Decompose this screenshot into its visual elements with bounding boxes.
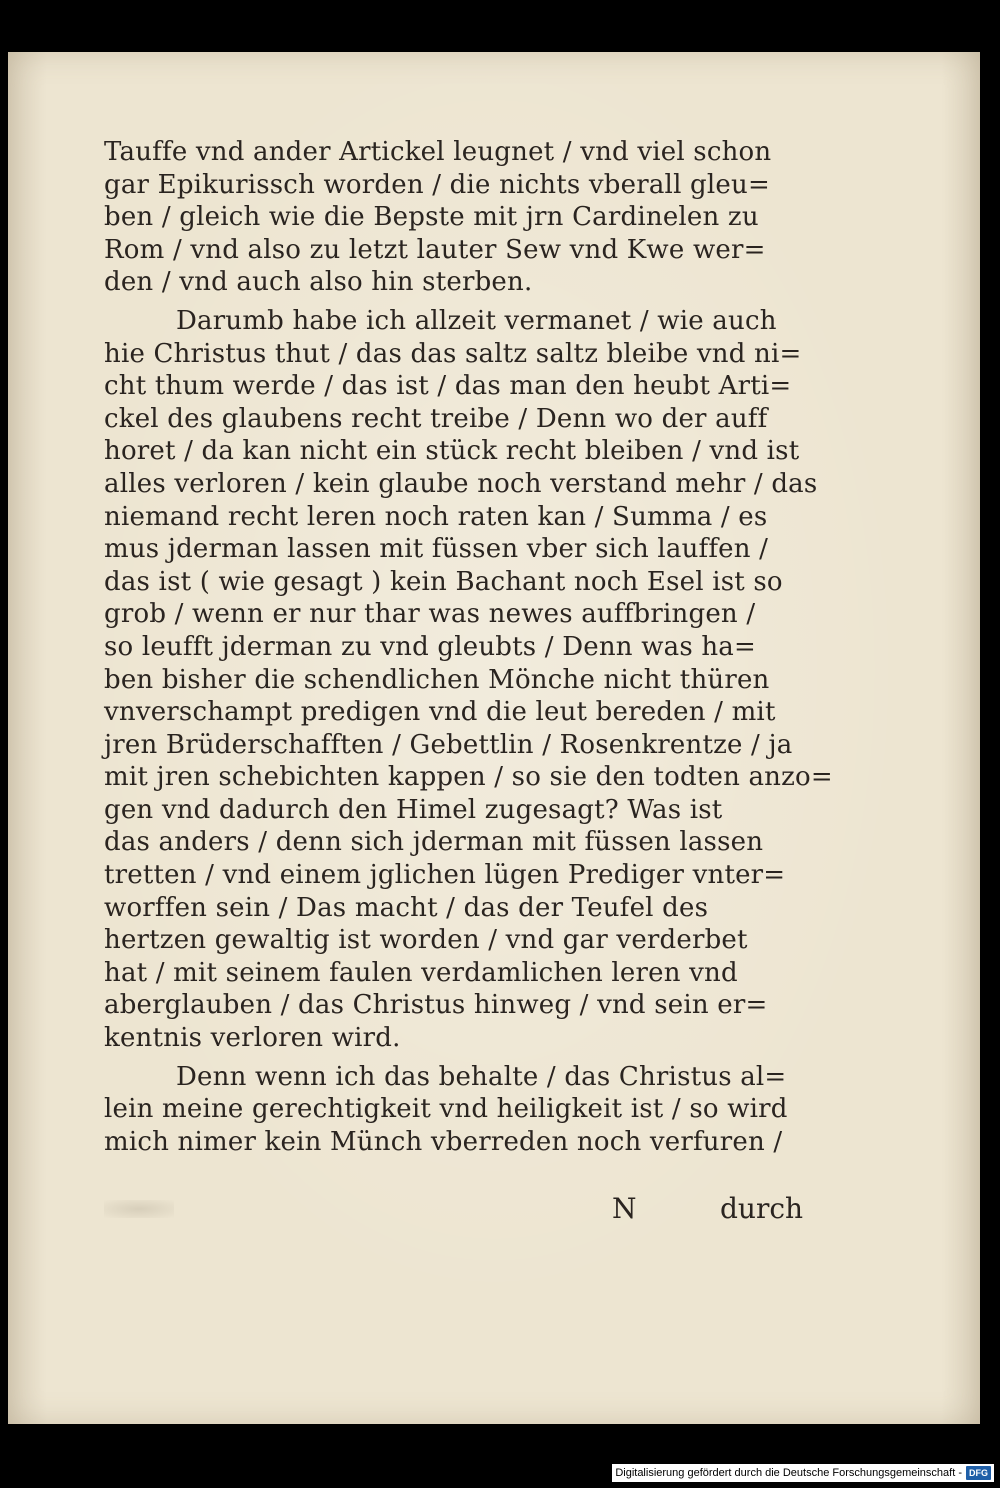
text-line: das ist ( wie gesagt ) kein Bachant noch Esel ist so bbox=[104, 566, 783, 597]
text-line: niemand recht leren noch raten kan / Summa / es bbox=[104, 501, 768, 532]
dfg-logo: DFG bbox=[966, 1466, 991, 1480]
text-line: lein meine gerechtigkeit vnd heiligkeit ist / so wird bbox=[104, 1094, 788, 1125]
text-line: vnverschampt predigen vnd die leut bereden / mit bbox=[104, 697, 776, 728]
text-line: cht thum werde / das ist / das man den heubt Arti= bbox=[104, 371, 792, 402]
catchword: durch bbox=[720, 1192, 804, 1225]
text-line: hertzen gewaltig ist worden / vnd gar verderbet bbox=[104, 925, 748, 956]
text-line: horet / da kan nicht ein stück recht bleiben / vnd ist bbox=[104, 436, 800, 467]
book-page bbox=[8, 52, 980, 1424]
text-line: hat / mit seinem faulen verdamlichen leren vnd bbox=[104, 957, 738, 988]
text-line: mus jderman lassen mit füssen vber sich lauffen / bbox=[104, 534, 769, 565]
text-line: grob / wenn er nur thar was newes auffbringen / bbox=[104, 599, 756, 630]
body-text bbox=[104, 136, 833, 1158]
text-line: kentnis verloren wird. bbox=[104, 1023, 401, 1054]
text-line: ben / gleich wie die Bepste mit jrn Cardinelen zu bbox=[104, 202, 759, 233]
text-line: das anders / denn sich jderman mit füssen lassen bbox=[104, 827, 764, 858]
text-line: jren Brüderschafften / Gebettlin / Rosenkrentze / ja bbox=[104, 729, 793, 760]
text-line: mich nimer kein Münch vberreden noch verfuren / bbox=[104, 1126, 783, 1157]
text-line: tretten / vnd einem jglichen lügen Prediger vnter= bbox=[104, 860, 786, 891]
signature-mark: N bbox=[612, 1192, 637, 1225]
text-line: alles verloren / kein glaube noch verstand mehr / das bbox=[104, 468, 818, 499]
text-line: den / vnd auch also hin sterben. bbox=[104, 267, 533, 298]
text-line: ckel des glaubens recht treibe / Denn wo der auff bbox=[104, 403, 768, 434]
text-line: hie Christus thut / das das saltz saltz bleibe vnd ni= bbox=[104, 338, 802, 369]
funding-credit bbox=[612, 1464, 994, 1482]
text-line: gen vnd dadurch den Himel zugesagt? Was ist bbox=[104, 794, 723, 825]
text-line: Denn wenn ich das behalte / das Christus al= bbox=[176, 1061, 787, 1092]
ink-smudge bbox=[104, 1200, 174, 1218]
text-line: Darumb habe ich allzeit vermanet / wie auch bbox=[176, 305, 777, 336]
credit-text: Digitalisierung gefördert durch die Deutsche Forschungsgemeinschaft - bbox=[615, 1467, 962, 1479]
text-line: ben bisher die schendlichen Mönche nicht thüren bbox=[104, 664, 770, 695]
text-line: mit jren schebichten kappen / so sie den todten anzo= bbox=[104, 762, 833, 793]
text-line: gar Epikurissch worden / die nichts vberall gleu= bbox=[104, 169, 770, 200]
text-line: worffen sein / Das macht / das der Teufel des bbox=[104, 892, 709, 923]
text-line: so leufft jderman zu vnd gleubts / Denn was ha= bbox=[104, 631, 756, 662]
text-line: Rom / vnd also zu letzt lauter Sew vnd Kwe wer= bbox=[104, 234, 766, 265]
text-line: aberglauben / das Christus hinweg / vnd sein er= bbox=[104, 990, 768, 1021]
text-line: Tauffe vnd ander Artickel leugnet / vnd viel schon bbox=[104, 137, 772, 167]
